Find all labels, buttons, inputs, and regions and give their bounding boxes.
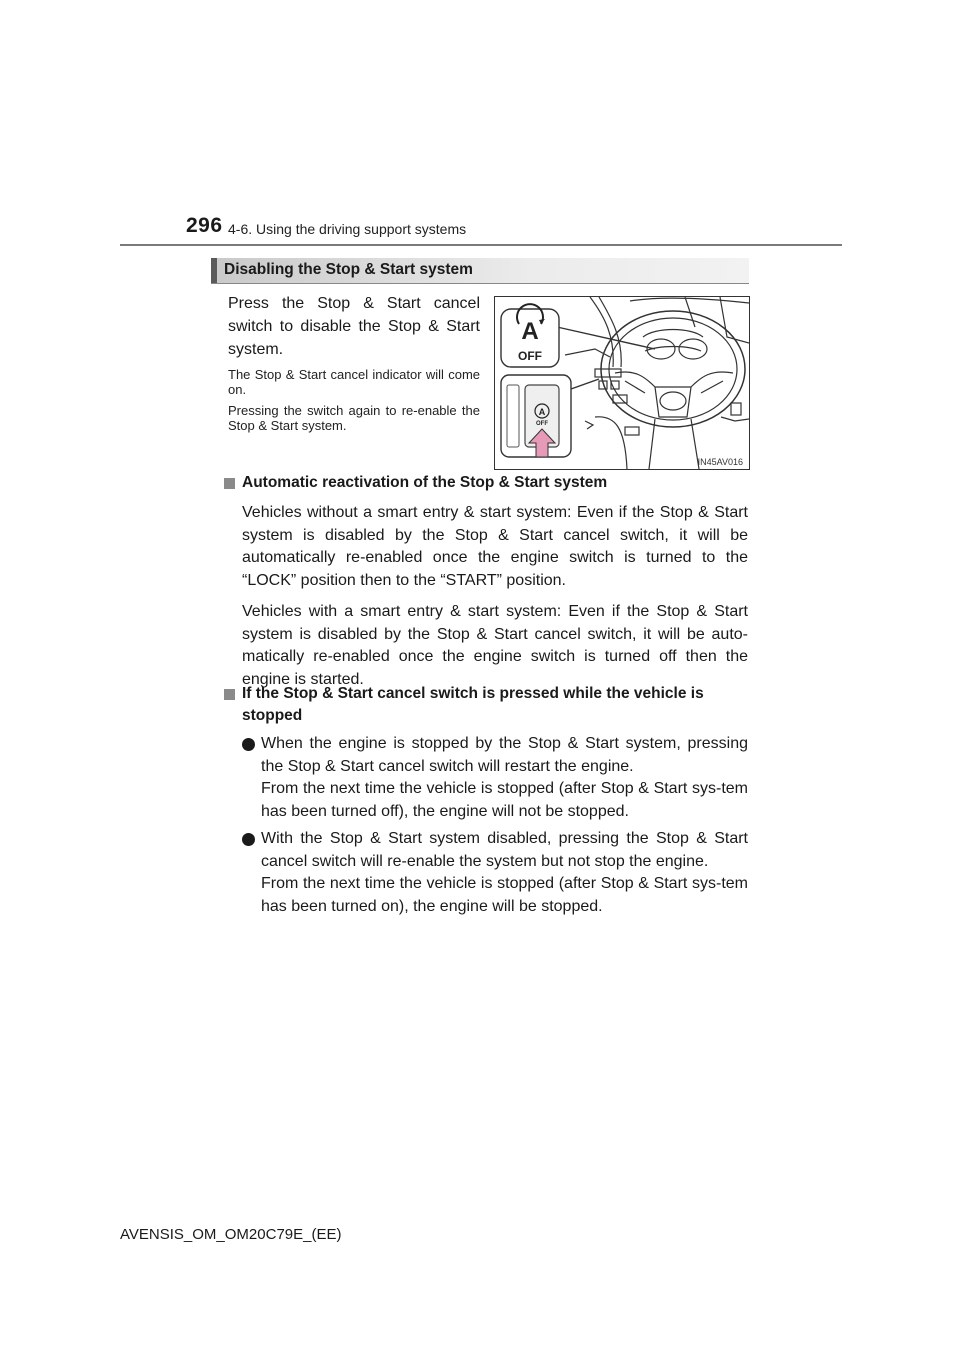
dashboard-drawing: [495, 297, 749, 469]
subsection-title: Disabling the Stop & Start system: [224, 261, 473, 278]
indicator-letter: A: [521, 318, 539, 345]
paragraph: Vehicles with a smart entry & start system: Even if the Stop & Start system is disabled by the Stop & Start cancel switch, it will be auto-matically re-enabled once the engine switch is turned off then the engine is started.: [242, 603, 748, 688]
section-title: 4-6. Using the driving support systems: [228, 221, 467, 237]
bullet-text: When the engine is stopped by the Stop & Start system, pressing the Stop & Start cancel switch will restart the engine.: [261, 735, 748, 775]
bullet-text: From the next time the vehicle is stopped (after Stop & Start sys-tem has been turned on), the engine will be stopped.: [261, 875, 748, 915]
section-auto-reactivation: [224, 472, 748, 691]
intro-note: The Stop & Start cancel indicator will come on.: [228, 367, 480, 397]
subsection-bar: [211, 258, 749, 284]
switch-label: OFF: [536, 421, 548, 427]
intro-text: [228, 292, 480, 433]
indicator-label: OFF: [518, 349, 542, 363]
footer-doc-code: AVENSIS_OM_OM20C79E_(EE): [120, 1226, 342, 1243]
bullet-text: From the next time the vehicle is stopped (after Stop & Start sys-tem has been turned off), the engine will not be stopped.: [261, 780, 748, 820]
header-rule: [120, 244, 842, 246]
bullet-text: With the Stop & Start system disabled, pressing the Stop & Start cancel switch will re-enable the system but not stop the engine.: [261, 830, 748, 870]
bullet-dot-icon: [242, 833, 255, 846]
intro-instruction: Press the Stop & Start cancel switch to disable the Stop & Start system.: [228, 295, 480, 358]
paragraph: Vehicles without a smart entry & start system: Even if the Stop & Start system is disabled by the Stop & Start cancel switch, it will be automatically re-enabled once the engine switch is turned to the “LOCK” position then to the “START” position.: [242, 504, 748, 589]
square-bullet-icon: [224, 689, 235, 700]
section-heading: If the Stop & Start cancel switch is pressed while the vehicle is stopped: [224, 683, 748, 727]
dashboard-illustration: [494, 296, 750, 470]
bullet-item: [242, 828, 748, 918]
section-cancel-pressed-while-stopped: [224, 683, 748, 918]
bullet-item: [242, 733, 748, 823]
square-bullet-icon: [224, 478, 235, 489]
figure-code: IN45AV016: [697, 457, 743, 467]
section-heading: Automatic reactivation of the Stop & Start system: [224, 472, 748, 494]
page-number: 296: [186, 214, 223, 237]
switch-letter: A: [538, 407, 546, 417]
intro-note: Pressing the switch again to re-enable the Stop & Start system.: [228, 403, 480, 433]
subsection-accent: [211, 258, 217, 283]
bullet-dot-icon: [242, 738, 255, 751]
